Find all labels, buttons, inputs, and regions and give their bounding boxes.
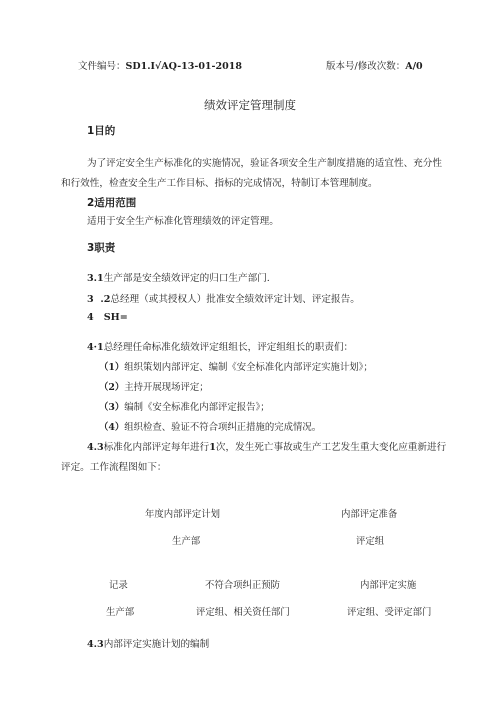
- duty-list-text: 编制《安全标准化内部评定报告》；: [124, 402, 270, 413]
- flow-annual-plan: 年度内部评定计划: [145, 509, 221, 520]
- section-4-3-plan-num: 4.3: [87, 639, 104, 650]
- section-4-item-3-line2: 评定。工作流程图如下：: [61, 462, 167, 473]
- section-2-heading: 2适用范围: [87, 197, 137, 209]
- flow-record-owner: 生产部: [106, 607, 135, 618]
- section-4-item-3-text-c: 次，发生死亡事故或生产工艺发生重大变化应重新进行: [215, 442, 447, 453]
- flow-prep-owner: 评定组: [356, 536, 385, 547]
- section-1-body-line1: 为了评定安全生产标准化的实施情况，验证各项安全生产制度措施的适宜性、充分性: [87, 158, 442, 169]
- document-title: 绩效评定管理制度: [204, 98, 296, 112]
- flow-record: 记录: [109, 580, 128, 591]
- section-3-item-2: [87, 291, 360, 305]
- version-value: A/0: [405, 61, 423, 72]
- flow-annual-plan-owner: 生产部: [172, 536, 201, 547]
- duty-list-text: 组织策划内部评定、编制《安全标准化内部评定实施计划》；: [124, 362, 373, 373]
- flow-prep: 内部评定准备: [341, 509, 398, 520]
- duty-list-item: [99, 359, 373, 373]
- section-3-item-2-text: 总经理（或其授权人）批准安全绩效评定计划、评定报告。: [110, 294, 360, 305]
- flow-nonconform: 不符合项纠正预防: [205, 580, 281, 591]
- section-4-item-1-num: 4·1: [87, 342, 104, 353]
- duty-list-item: [99, 419, 321, 433]
- section-2-body: 适用于安全生产标准化管理绩效的评定管理。: [87, 216, 279, 227]
- duty-list-item: [99, 379, 209, 393]
- document-number: [78, 58, 242, 72]
- section-4-3-plan-text: 内部评定实施计划的编制: [103, 639, 210, 650]
- section-4-item-1-text: 总经理任命标准化绩效评定组组长，评定组组长的职责们：: [103, 342, 354, 353]
- duty-list-text: 组织检查、验证不符合项纠正措施的完成情况。: [124, 422, 322, 433]
- section-4-3-plan-heading: [87, 636, 209, 650]
- version-label: 版本号/修改次数：: [326, 61, 406, 72]
- section-4-item-1: [87, 339, 353, 353]
- section-3-item-1-num: 3.1: [87, 273, 104, 284]
- flow-implement: 内部评定实施: [360, 580, 417, 591]
- duty-list-item: [99, 399, 270, 413]
- duty-list-num: （2）: [99, 382, 125, 393]
- section-4-item-3-count: 1: [209, 442, 216, 453]
- document-number-label: 文件编号：: [78, 61, 126, 72]
- duty-list-num: （4）: [99, 422, 125, 433]
- section-3-item-1-text: 生产部是安全绩效评定的归口生产部门.: [103, 273, 270, 284]
- section-3-item-2-num: 3 .2: [87, 294, 111, 305]
- section-1-heading: 1目的: [87, 125, 116, 137]
- flow-implement-owner: 评定组、受评定部门: [347, 607, 432, 618]
- section-4-heading: 4 SH=: [87, 312, 128, 323]
- duty-list-text: 主持开展现场评定；: [124, 382, 209, 393]
- section-4-item-3-num: 4.3: [87, 442, 104, 453]
- section-4-item-3-text-a: 标准化内部评定每年进行: [103, 442, 210, 453]
- section-3-heading: 3职责: [87, 242, 116, 254]
- version-info: [326, 58, 423, 72]
- flow-nonconform-owner: 评定组、相关资任部门: [196, 607, 290, 618]
- section-4-item-3-line1: [87, 439, 446, 453]
- duty-list-num: （1）: [99, 362, 125, 373]
- section-3-item-1: [87, 270, 270, 284]
- duty-list-num: （3）: [99, 402, 125, 413]
- section-1-body-line2: 和行效性，检查安全生产工作目标、指标的完成情况，特制订本管理制度。: [61, 178, 378, 189]
- document-number-value: SD1.I√AQ-13-01-2018: [125, 61, 242, 72]
